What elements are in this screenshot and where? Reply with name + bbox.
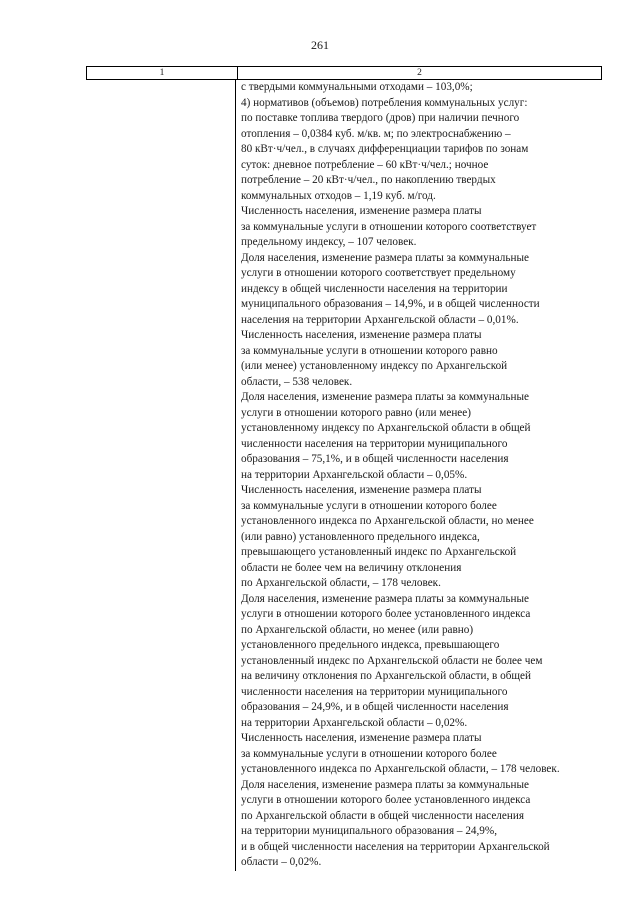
column-2-header: 2 [417, 68, 422, 78]
text-line: по поставке топлива твердого (дров) при наличии печного [241, 112, 520, 124]
text-line: муниципального образования – 14,9%, и в общей численности [241, 298, 540, 310]
text-line: суток: дневное потребление – 60 кВт·ч/чел.; ночное [241, 158, 489, 171]
text-line: по Архангельской области, – 178 человек. [241, 577, 441, 589]
table-body-row [86, 80, 602, 871]
text-line: численности населения на территории муниципального [241, 437, 508, 450]
text-line: образования – 24,9%, и в общей численности населения [241, 701, 509, 713]
text-line: услуги в отношении которого равно (или менее) [241, 406, 471, 419]
text-line: Численность населения, изменение размера платы [241, 732, 482, 744]
text-line: на территории Архангельской области – 0,02%. [241, 716, 468, 729]
text-line: на территории Архангельской области – 0,05%. [241, 468, 468, 481]
text-line: отопления – 0,0384 куб. м/кв. м; по электроснабжению – [241, 127, 511, 140]
text-line: за коммунальные услуги в отношении которого соответствует [241, 220, 537, 233]
text-line: Численность населения, изменение размера платы [241, 205, 482, 217]
page-number: 261 [311, 38, 329, 52]
text-line: с твердыми коммунальными отходами – 103,0%; [241, 81, 473, 93]
text-line: населения на территории Архангельской области – 0,01%. [241, 313, 519, 326]
text-line: области не более чем на величину отклонения [241, 561, 462, 574]
table-header-row [86, 66, 602, 80]
text-line: установленного предельного индекса, превышающего [241, 639, 500, 651]
text-line: услуги в отношении которого более установленного индекса [241, 794, 531, 806]
text-line: установленного индекса по Архангельской области, – 178 человек. [241, 763, 560, 775]
text-line: коммунальных отходов – 1,19 куб. м/год. [241, 189, 436, 202]
text-line: Доля населения, изменение размера платы за коммунальные [241, 251, 529, 264]
text-line: Доля населения, изменение размера платы за коммунальные [241, 778, 529, 791]
text-line: по Архангельской области в общей численности населения [241, 809, 524, 822]
text-line: (или равно) установленного предельного индекса, [241, 530, 480, 543]
text-line: за коммунальные услуги в отношении которого равно [241, 344, 498, 357]
text-line: 4) нормативов (объемов) потребления коммунальных услуг: [241, 96, 528, 109]
text-line: услуги в отношении которого более установленного индекса [241, 608, 531, 620]
document-table [86, 66, 602, 871]
text-line: на величину отклонения по Архангельской области, в общей [241, 670, 531, 682]
text-line: за коммунальные услуги в отношении которого более [241, 499, 497, 512]
text-line: на территории муниципального образования – 24,9%, [241, 825, 498, 837]
column-1-header: 1 [87, 67, 238, 79]
text-line: Численность населения, изменение размера платы [241, 484, 482, 496]
text-line: 80 кВт·ч/чел., в случаях дифференциации тарифов по зонам [241, 143, 529, 155]
text-line: области – 0,02%. [241, 856, 322, 868]
text-line: индексу в общей численности населения на территории [241, 282, 508, 295]
text-line: Доля населения, изменение размера платы за коммунальные [241, 592, 529, 605]
text-line: образования – 75,1%, и в общей численности населения [241, 453, 509, 465]
text-line: потребление – 20 кВт·ч/чел., по накоплению твердых [241, 174, 496, 186]
text-line: услуги в отношении которого соответствует предельному [241, 267, 516, 279]
text-line: установленного индекса по Архангельской области, но менее [241, 515, 534, 527]
text-line: за коммунальные услуги в отношении которого более [241, 747, 497, 760]
text-line: и в общей численности населения на территории Архангельской [241, 840, 550, 853]
text-line: численности населения на территории муниципального [241, 685, 508, 698]
text-line: области, – 538 человек. [241, 375, 353, 388]
text-line: установленный индекс по Архангельской области не более чем [241, 654, 543, 667]
text-line: (или менее) установленному индексу по Архангельской [241, 360, 508, 372]
text-line: по Архангельской области, но менее (или равно) [241, 623, 474, 636]
text-line: превышающего установленный индекс по Архангельской [241, 546, 517, 558]
text-line: установленному индексу по Архангельской области в общей [241, 422, 531, 434]
column-1-cell [86, 80, 236, 871]
text-line: предельному индексу, – 107 человек. [241, 236, 417, 248]
text-line: Доля населения, изменение размера платы за коммунальные [241, 391, 529, 403]
text-line: Численность населения, изменение размера платы [241, 329, 482, 341]
column-2-cell [236, 80, 602, 871]
